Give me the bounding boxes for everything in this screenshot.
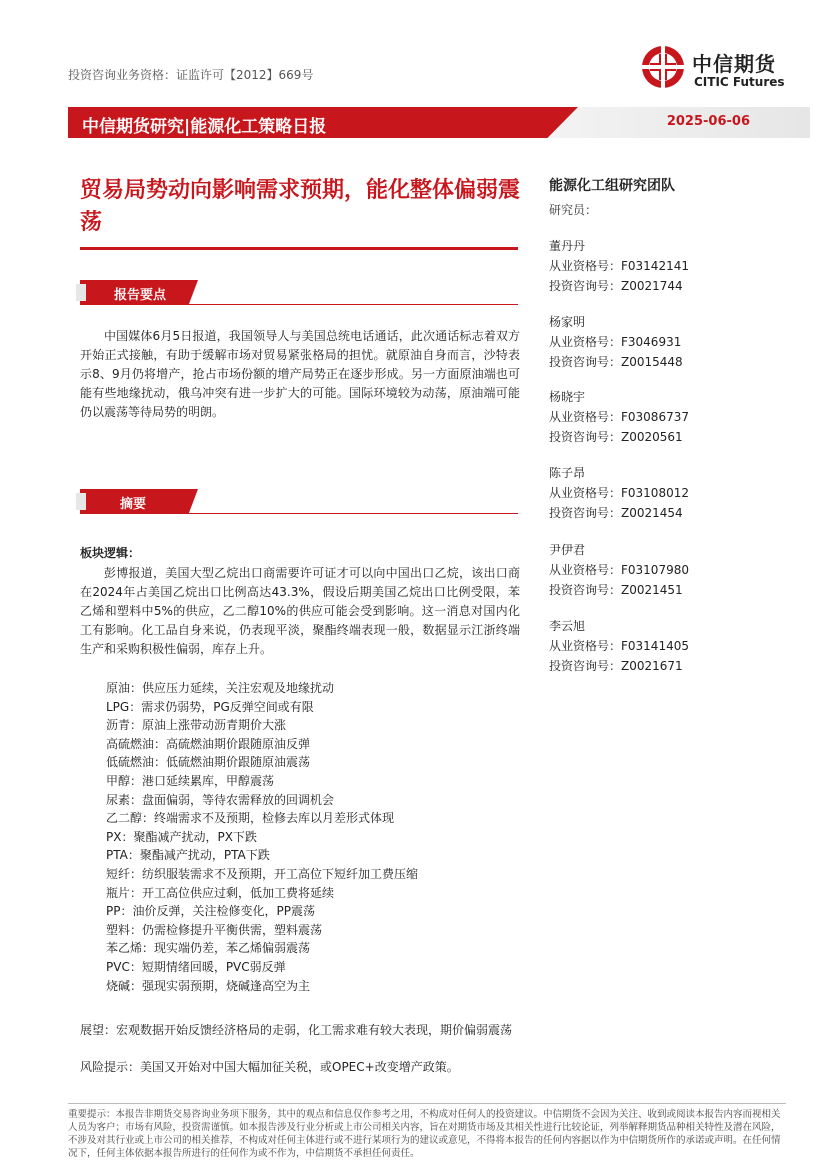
researcher-license: 从业资格号：F03142141 [549, 259, 689, 273]
disclaimer-divider [68, 1103, 786, 1104]
researcher-consult-id: 投资咨询号：Z0021744 [549, 279, 683, 293]
list-item: 烧碱：强现实弱预期，烧碱逢高空为主 [106, 978, 311, 993]
researcher-name: 李云旭 [549, 619, 586, 633]
researcher-card [549, 540, 789, 600]
disclaimer-text: 重要提示：本报告非期货交易咨询业务项下服务，其中的观点和信息仅作参考之用，不构成对任何人的投资建议。中信期货不会因为关注、收到或阅读本报告内容而视相关人员为客户；市场有风险，投资需谨慎。如本报告涉及行业分析或上市公司相关内容，旨在对期货市场及其相关性进行比较论证，列举解释期货品种相关特性及潜在风险，不涉及对其行业或上市公司的相关推荐，不构成对任何主体进行或不进行某项行为的建议或意见，不得将本报告的任何内容据以作为中信期货所作的承诺或声明。在任何情况下，任何主体依据本报告所进行的任何作为或不作为，中信期货不承担任何责任。 [68, 1109, 781, 1159]
researcher-card [549, 463, 789, 523]
researcher-license: 从业资格号：F03086737 [549, 410, 689, 424]
researcher-license: 从业资格号：F03108012 [549, 486, 689, 500]
list-item: 塑料：仍需检修提升平衡供需，塑料震荡 [106, 922, 323, 937]
researcher-card [549, 312, 789, 372]
researcher-card [549, 387, 789, 447]
researcher-license: 从业资格号：F3046931 [549, 335, 682, 349]
list-item: 原油：供应压力延续，关注宏观及地缘扰动 [106, 681, 335, 695]
researcher-license: 从业资格号：F03141405 [549, 639, 689, 653]
logo-english-name: CITIC Futures [694, 75, 785, 89]
list-item: PTA：聚酯减产扰动，PTA下跌 [106, 848, 270, 863]
researcher-name: 杨家明 [549, 315, 586, 329]
researcher-name: 杨晓宇 [549, 390, 586, 404]
risk-warning: 风险提示：美国又开始对中国大幅加征关税，或OPEC+改变增产政策。 [80, 1060, 459, 1074]
summary-paragraph: 中国媒体6月5日报道，我国领导人与美国总统电话通话，此次通话标志着双方开始正式接触，有助于缓解市场对贸易紧张格局的担忧。就原油自身而言，沙特表示8、9月仍将增产，抢占市场份额的增产局势正在逐步形成。另一方面原油端也可能有些地缘扰动，俄乌冲突有进一步扩大的可能。国际环境较为动荡，原油端可能仍以震荡等待局势的明朗。 [80, 329, 520, 419]
researcher-consult-id: 投资咨询号：Z0020561 [549, 430, 683, 444]
section-deco [76, 493, 86, 510]
list-item: LPG：需求仍弱势，PG反弹空间或有限 [106, 699, 314, 714]
headline-divider [80, 247, 518, 250]
logo-chinese-name: 中信期货 [692, 52, 776, 76]
section-report-points [80, 280, 518, 305]
list-item: 沥青：原油上涨带动沥青期价大涨 [106, 718, 287, 733]
researcher-consult-id: 投资咨询号：Z0015448 [549, 355, 683, 369]
researcher-name: 董丹丹 [549, 239, 586, 253]
section-label: 报告要点 [114, 288, 167, 303]
license-text: 投资咨询业务资格：证监许可【2012】669号 [68, 68, 314, 82]
sector-logic-paragraph: 彭博报道，美国大型乙烷出口商需要许可证才可以向中国出口乙烷，该出口商在2024年占美国乙烷出口比例高达43.3%，假设后期美国乙烷出口比例受限，苯乙烯和塑料中5%的供应，乙二醇10%的供应可能会受到影响。这一消息对国内化工有影响。化工品自身来说，仍表现平淡，聚酯终端表现一般，数据显示江浙终端生产和采购积极性偏弱，库存上升。 [80, 566, 520, 656]
team-title: 能源化工组研究团队 [549, 178, 675, 194]
researcher-name: 尹伊君 [549, 543, 586, 557]
researcher-card [549, 236, 789, 296]
list-item: 乙二醇：终端需求不及预期，检修去库以月差形式体现 [106, 811, 395, 826]
researcher-name: 陈子昂 [549, 466, 586, 480]
list-item: PX：聚酯减产扰动，PX下跌 [106, 829, 257, 844]
report-banner [68, 107, 810, 138]
researcher-consult-id: 投资咨询号：Z0021454 [549, 506, 683, 520]
sector-logic-title: 板块逻辑： [80, 546, 141, 560]
list-item: 尿素：盘面偏弱，等待农需释放的回调机会 [106, 792, 335, 807]
list-item: 瓶片：开工高位供应过剩，低加工费将延续 [106, 885, 335, 900]
researcher-consult-id: 投资咨询号：Z0021451 [549, 583, 683, 597]
report-date: 2025-06-06 [666, 114, 750, 129]
section-deco [76, 284, 86, 301]
list-item: 甲醇：港口延续累库，甲醇震荡 [106, 773, 275, 788]
report-headline: 贸易局势动向影响需求预期，能化整体偏弱震荡 [80, 178, 521, 235]
list-item: 短纤：纺织服装需求不及预期，开工高位下短纤加工费压缩 [106, 866, 419, 881]
section-label: 摘要 [120, 497, 147, 512]
list-item: PVC：短期情绪回暖，PVC弱反弹 [106, 959, 286, 974]
team-subtitle: 研究员： [549, 203, 598, 217]
researcher-license: 从业资格号：F03107980 [549, 563, 689, 577]
researcher-card [549, 616, 789, 676]
list-item: 低硫燃油：低硫燃油期价跟随原油震荡 [106, 755, 311, 770]
section-abstract [80, 489, 518, 514]
citic-logo-icon [640, 44, 686, 90]
citic-futures-logo [640, 44, 810, 96]
banner-title: 中信期货研究|能源化工策略日报 [82, 117, 327, 137]
commodity-list [106, 679, 526, 995]
researcher-consult-id: 投资咨询号：Z0021671 [549, 659, 683, 673]
list-item: 苯乙烯：现实端仍差，苯乙烯偏弱震荡 [106, 941, 311, 956]
outlook-text: 展望：宏观数据开始反馈经济格局的走弱，化工需求难有较大表现，期价偏弱震荡 [80, 1023, 513, 1037]
list-item: PP：油价反弹，关注检修变化，PP震荡 [106, 904, 315, 919]
list-item: 高硫燃油：高硫燃油期价跟随原油反弹 [106, 736, 311, 751]
